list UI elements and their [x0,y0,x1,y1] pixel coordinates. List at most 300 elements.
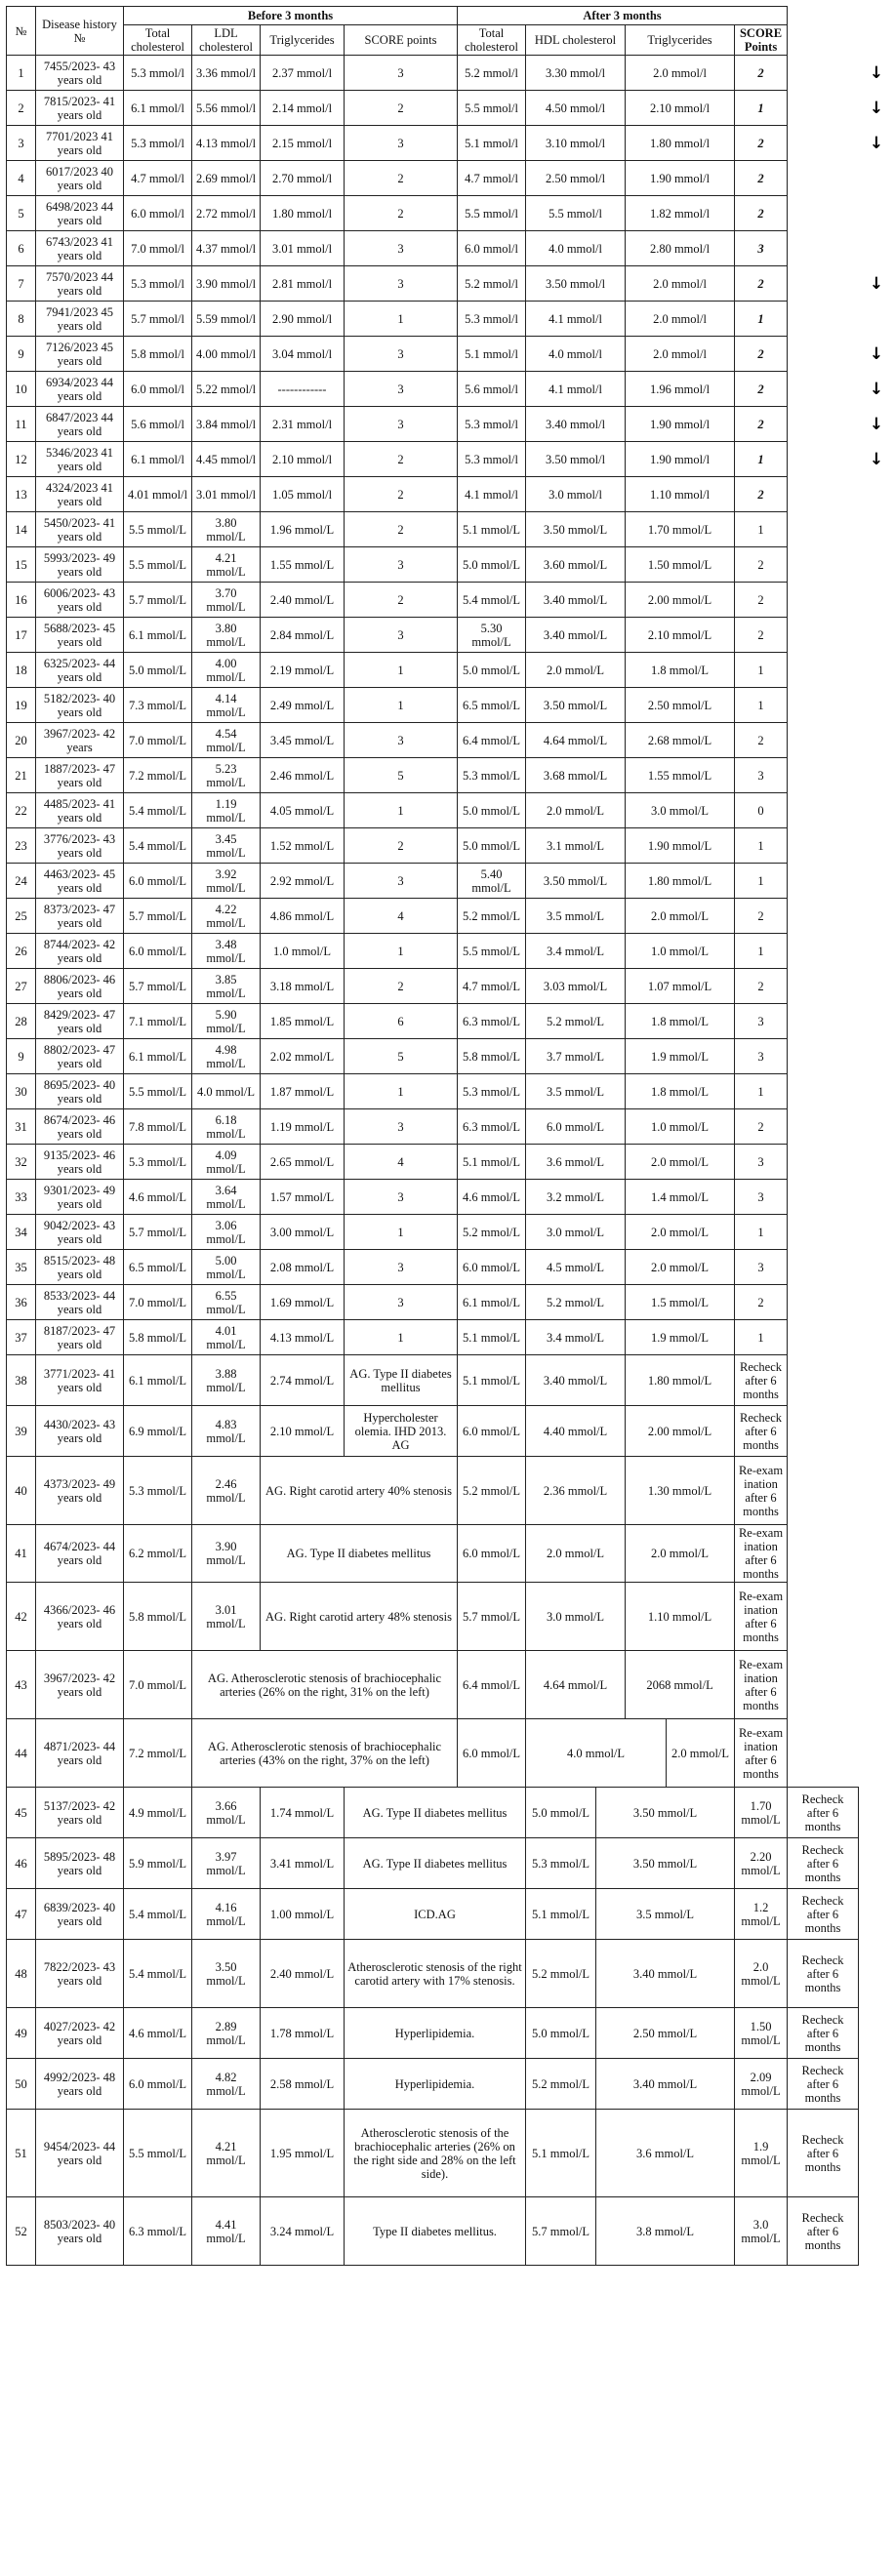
total-cholesterol-after: 5.7 mmol/L [458,1583,526,1651]
table-row [7,1838,859,1889]
total-cholesterol-after: 5.3 mmol/l [458,302,526,337]
diagnosis-note: Hyperlipidemia. [345,2059,526,2110]
hdl-after: 3.4 mmol/L [526,1320,626,1355]
score-before: 1 [345,688,458,723]
total-cholesterol-after: 5.1 mmol/l [458,126,526,161]
hdl-after: 3.60 mmol/L [526,547,626,583]
triglycerides-after: 1.9 mmol/L [735,2110,788,2197]
total-cholesterol-after: 5.3 mmol/L [458,758,526,793]
row-number: 3 [7,126,36,161]
triglycerides-after: 1.80 mmol/L [626,864,735,899]
table-row [7,196,859,231]
down-arrow-icon: ↓ [869,133,884,153]
total-cholesterol-after: 5.0 mmol/L [526,2008,596,2059]
triglycerides-before: 1.95 mmol/L [261,2110,345,2197]
score-before: 3 [345,126,458,161]
score-after: 1 [735,91,788,126]
table-row [7,91,859,126]
row-number: 11 [7,407,36,442]
disease-history: 8373/2023- 47 years old [36,899,124,934]
hdl-after: 3.8 mmol/L [596,2197,735,2266]
disease-history: 8533/2023- 44 years old [36,1285,124,1320]
score-before: 3 [345,864,458,899]
triglycerides-before: ------------ [261,372,345,407]
score-before: 2 [345,969,458,1004]
total-cholesterol-after: 5.3 mmol/l [458,442,526,477]
total-cholesterol-after: 5.8 mmol/L [458,1039,526,1074]
score-after: 1 [735,934,788,969]
triglycerides-before: 2.65 mmol/L [261,1145,345,1180]
score-before: 3 [345,1109,458,1145]
ldl-before: 5.22 mmol/l [192,372,261,407]
total-cholesterol-after: 5.3 mmol/L [526,1838,596,1889]
hdl-after: 3.68 mmol/L [526,758,626,793]
score-after: 3 [735,231,788,266]
ldl-before: 3.06 mmol/L [192,1215,261,1250]
diagnosis-note: Hypercholester olemia. IHD 2013. AG [345,1406,458,1457]
disease-history: 6498/2023 44 years old [36,196,124,231]
hdl-after: 4.64 mmol/L [526,1651,626,1719]
total-cholesterol-before: 5.4 mmol/L [124,828,192,864]
disease-history: 3967/2023- 42 years old [36,1651,124,1719]
table-row [7,1889,859,1940]
group-after: After 3 months [458,7,788,25]
hdl-after: 4.40 mmol/L [526,1406,626,1457]
ldl-before: 5.23 mmol/L [192,758,261,793]
total-cholesterol-before: 5.4 mmol/L [124,793,192,828]
total-cholesterol-before: 6.0 mmol/L [124,2059,192,2110]
row-number: 22 [7,793,36,828]
hdl-after: 3.40 mmol/L [596,1940,735,2008]
score-after: Recheck after 6 months [788,1838,859,1889]
row-number: 36 [7,1285,36,1320]
table-row [7,793,859,828]
score-before: 1 [345,1074,458,1109]
total-cholesterol-after: 4.7 mmol/L [458,969,526,1004]
ldl-before: 4.41 mmol/L [192,2197,261,2266]
total-cholesterol-before: 5.5 mmol/L [124,547,192,583]
row-number: 4 [7,161,36,196]
ldl-before: 4.45 mmol/l [192,442,261,477]
disease-history: 8744/2023- 42 years old [36,934,124,969]
row-number: 32 [7,1145,36,1180]
triglycerides-before: 2.92 mmol/L [261,864,345,899]
diagnosis-note: AG. Right carotid artery 40% stenosis [261,1457,458,1525]
triglycerides-after: 2.09 mmol/L [735,2059,788,2110]
ldl-before: 3.80 mmol/L [192,618,261,653]
total-cholesterol-before: 6.0 mmol/l [124,372,192,407]
disease-history: 5182/2023- 40 years old [36,688,124,723]
triglycerides-after: 1.2 mmol/L [735,1889,788,1940]
diagnosis-note: Type II diabetes mellitus. [345,2197,526,2266]
triglycerides-after: 1.9 mmol/L [626,1320,735,1355]
total-cholesterol-after: 4.1 mmol/l [458,477,526,512]
table-row [7,723,859,758]
score-after: 0 [735,793,788,828]
diagnosis-note: AG. Right carotid artery 48% stenosis [261,1583,458,1651]
triglycerides-after: 2.0 mmol/L [626,1215,735,1250]
disease-history: 9042/2023- 43 years old [36,1215,124,1250]
row-number: 21 [7,758,36,793]
row-number: 30 [7,1074,36,1109]
col-disease-history: Disease history № [36,7,124,56]
ldl-before: 4.00 mmol/l [192,337,261,372]
total-cholesterol-after: 5.1 mmol/L [526,1889,596,1940]
row-number: 50 [7,2059,36,2110]
total-cholesterol-before: 4.7 mmol/l [124,161,192,196]
triglycerides-before: 1.19 mmol/L [261,1109,345,1145]
table-row [7,56,859,91]
row-number: 25 [7,899,36,934]
triglycerides-before: 3.01 mmol/l [261,231,345,266]
hdl-after: 3.5 mmol/L [526,1074,626,1109]
ldl-before: 3.90 mmol/l [192,266,261,302]
ldl-before: 4.01 mmol/L [192,1320,261,1355]
disease-history: 5450/2023- 41 years old [36,512,124,547]
col-triglycerides-after: Triglycerides [626,25,735,56]
diagnosis-note: ICD.AG [345,1889,526,1940]
score-before: 3 [345,337,458,372]
score-before: 1 [345,302,458,337]
triglycerides-before: 1.87 mmol/L [261,1074,345,1109]
ldl-before: 4.83 mmol/L [192,1406,261,1457]
total-cholesterol-before: 6.0 mmol/L [124,934,192,969]
total-cholesterol-after: 6.4 mmol/L [458,723,526,758]
score-before: 2 [345,196,458,231]
hdl-after: 4.0 mmol/l [526,337,626,372]
score-after: 2 [735,266,788,302]
disease-history: 5895/2023- 48 years old [36,1838,124,1889]
triglycerides-after: 1.82 mmol/l [626,196,735,231]
triglycerides-after: 2.0 mmol/L [626,1250,735,1285]
triglycerides-before: 3.18 mmol/L [261,969,345,1004]
score-before: 3 [345,547,458,583]
ldl-before: 4.16 mmol/L [192,1889,261,1940]
score-after: 2 [735,1285,788,1320]
triglycerides-after: 1.10 mmol/L [626,1583,735,1651]
ldl-before: 3.64 mmol/L [192,1180,261,1215]
triglycerides-after: 1.9 mmol/L [626,1039,735,1074]
total-cholesterol-after: 5.0 mmol/L [458,547,526,583]
disease-history: 4027/2023- 42 years old [36,2008,124,2059]
row-number: 42 [7,1583,36,1651]
table-row [7,758,859,793]
hdl-after: 3.10 mmol/l [526,126,626,161]
row-number: 43 [7,1651,36,1719]
table-row [7,2008,859,2059]
table-row [7,899,859,934]
triglycerides-before: 1.78 mmol/L [261,2008,345,2059]
score-before: 4 [345,899,458,934]
diagnosis-note: Atherosclerotic stenosis of the right carotid artery with 17% stenosis. [345,1940,526,2008]
hdl-after: 3.7 mmol/L [526,1039,626,1074]
total-cholesterol-before: 5.4 mmol/L [124,1940,192,2008]
row-number: 5 [7,196,36,231]
score-before: 2 [345,477,458,512]
row-number: 47 [7,1889,36,1940]
score-before: 3 [345,1285,458,1320]
table-row [7,2197,859,2266]
table-row [7,618,859,653]
triglycerides-before: 2.84 mmol/L [261,618,345,653]
total-cholesterol-after: 5.2 mmol/l [458,266,526,302]
ldl-before: 2.89 mmol/L [192,2008,261,2059]
score-before: 1 [345,653,458,688]
score-after: 2 [735,969,788,1004]
total-cholesterol-after: 5.30 mmol/L [458,618,526,653]
row-number: 12 [7,442,36,477]
total-cholesterol-before: 5.8 mmol/L [124,1320,192,1355]
total-cholesterol-before: 5.3 mmol/l [124,126,192,161]
disease-history: 4430/2023- 43 years old [36,1406,124,1457]
total-cholesterol-after: 5.4 mmol/L [458,583,526,618]
table-row [7,1109,859,1145]
score-after: Recheck after 6 months [788,1788,859,1838]
triglycerides-after: 2.0 mmol/l [626,266,735,302]
triglycerides-before: 2.58 mmol/L [261,2059,345,2110]
total-cholesterol-before: 7.0 mmol/L [124,1285,192,1320]
triglycerides-before: 1.80 mmol/l [261,196,345,231]
triglycerides-before: 1.96 mmol/L [261,512,345,547]
disease-history: 4366/2023- 46 years old [36,1583,124,1651]
score-before: 3 [345,618,458,653]
total-cholesterol-before: 6.2 mmol/L [124,1525,192,1583]
hdl-after: 2.50 mmol/l [526,161,626,196]
triglycerides-after: 1.50 mmol/L [626,547,735,583]
table-row [7,934,859,969]
triglycerides-before: 1.85 mmol/L [261,1004,345,1039]
score-before: 2 [345,161,458,196]
table-row [7,126,859,161]
ldl-before: 4.21 mmol/L [192,547,261,583]
score-before: 2 [345,442,458,477]
triglycerides-before: 1.74 mmol/L [261,1788,345,1838]
score-before: 1 [345,934,458,969]
table-row [7,266,859,302]
diagnosis-note: AG. Atherosclerotic stenosis of brachiocephalic arteries (26% on the right, 31% on the left) [192,1651,458,1719]
disease-history: 4463/2023- 45 years old [36,864,124,899]
hdl-after: 3.4 mmol/L [526,934,626,969]
row-number: 33 [7,1180,36,1215]
hdl-after: 4.5 mmol/L [526,1250,626,1285]
total-cholesterol-before: 5.7 mmol/L [124,899,192,934]
triglycerides-before: 1.05 mmol/l [261,477,345,512]
col-total-cholesterol-after: Total cholesterol [458,25,526,56]
disease-history: 8187/2023- 47 years old [36,1320,124,1355]
triglycerides-before: 2.81 mmol/l [261,266,345,302]
disease-history: 1887/2023- 47 years old [36,758,124,793]
disease-history: 3771/2023- 41 years old [36,1355,124,1406]
score-after: 2 [735,407,788,442]
triglycerides-after: 1.4 mmol/L [626,1180,735,1215]
total-cholesterol-before: 7.8 mmol/L [124,1109,192,1145]
ldl-before: 3.90 mmol/L [192,1525,261,1583]
total-cholesterol-after: 5.2 mmol/L [526,1940,596,2008]
row-number: 44 [7,1719,36,1788]
triglycerides-after: 2.20 mmol/L [735,1838,788,1889]
disease-history: 7822/2023- 43 years old [36,1940,124,2008]
table-row [7,1355,859,1406]
table-row [7,969,859,1004]
score-after: 3 [735,1250,788,1285]
triglycerides-before: 2.70 mmol/l [261,161,345,196]
col-score-after: SCORE Points [735,25,788,56]
triglycerides-before: 2.90 mmol/l [261,302,345,337]
hdl-after: 3.40 mmol/L [596,2059,735,2110]
row-number: 34 [7,1215,36,1250]
hdl-after: 2.36 mmol/L [526,1457,626,1525]
hdl-after: 4.50 mmol/l [526,91,626,126]
table-row [7,2059,859,2110]
triglycerides-before: 4.13 mmol/L [261,1320,345,1355]
triglycerides-after: 2.0 mmol/l [626,337,735,372]
hdl-after: 3.0 mmol/L [526,1215,626,1250]
total-cholesterol-before: 6.5 mmol/L [124,1250,192,1285]
hdl-after: 5.5 mmol/l [526,196,626,231]
disease-history: 7941/2023 45 years old [36,302,124,337]
score-after: 2 [735,337,788,372]
hdl-after: 3.50 mmol/l [526,266,626,302]
triglycerides-after: 1.10 mmol/l [626,477,735,512]
triglycerides-after: 1.0 mmol/L [626,934,735,969]
total-cholesterol-after: 5.1 mmol/L [458,512,526,547]
diagnosis-note: AG. Atherosclerotic stenosis of brachiocephalic arteries (43% on the right, 37% on the left) [192,1719,458,1788]
table-row [7,1250,859,1285]
triglycerides-after: 2.0 mmol/L [667,1719,735,1788]
score-before: 3 [345,1250,458,1285]
ldl-before: 4.09 mmol/L [192,1145,261,1180]
hdl-after: 2.0 mmol/L [526,653,626,688]
diagnosis-note: AG. Type II diabetes mellitus [345,1838,526,1889]
table-row [7,372,859,407]
row-number: 7 [7,266,36,302]
table-row [7,1215,859,1250]
table-row [7,512,859,547]
row-number: 37 [7,1320,36,1355]
total-cholesterol-after: 5.2 mmol/l [458,56,526,91]
row-number: 41 [7,1525,36,1583]
triglycerides-after: 1.80 mmol/L [626,1355,735,1406]
triglycerides-before: 4.05 mmol/L [261,793,345,828]
row-number: 27 [7,969,36,1004]
hdl-after: 3.30 mmol/l [526,56,626,91]
hdl-after: 3.50 mmol/L [596,1788,735,1838]
total-cholesterol-before: 4.01 mmol/l [124,477,192,512]
row-number: 1 [7,56,36,91]
triglycerides-after: 2068 mmol/L [626,1651,735,1719]
disease-history: 7126/2023 45 years old [36,337,124,372]
table-row [7,653,859,688]
total-cholesterol-after: 5.5 mmol/l [458,196,526,231]
total-cholesterol-before: 7.2 mmol/L [124,1719,192,1788]
table-row [7,161,859,196]
total-cholesterol-after: 5.2 mmol/L [458,899,526,934]
disease-history: 8695/2023- 40 years old [36,1074,124,1109]
ldl-before: 4.14 mmol/L [192,688,261,723]
total-cholesterol-before: 5.8 mmol/l [124,337,192,372]
triglycerides-before: 2.10 mmol/L [261,1406,345,1457]
score-after: 2 [735,126,788,161]
disease-history: 4485/2023- 41 years old [36,793,124,828]
down-arrow-icon: ↓ [869,98,884,118]
total-cholesterol-after: 5.1 mmol/L [458,1320,526,1355]
table-row [7,1285,859,1320]
total-cholesterol-before: 6.1 mmol/L [124,618,192,653]
total-cholesterol-before: 5.7 mmol/L [124,1215,192,1250]
row-number: 19 [7,688,36,723]
total-cholesterol-after: 5.3 mmol/l [458,407,526,442]
triglycerides-before: 2.40 mmol/L [261,1940,345,2008]
hdl-after: 4.1 mmol/l [526,372,626,407]
triglycerides-before: 3.24 mmol/L [261,2197,345,2266]
hdl-after: 3.0 mmol/L [526,1583,626,1651]
down-arrow-icon: ↓ [869,62,884,83]
score-after: Re-exam ination after 6 months [735,1457,788,1525]
score-before: 3 [345,231,458,266]
score-after: 1 [735,864,788,899]
score-after: 2 [735,477,788,512]
table-row [7,1719,859,1788]
score-before: 5 [345,758,458,793]
triglycerides-after: 1.55 mmol/L [626,758,735,793]
score-after: 1 [735,442,788,477]
down-arrow-icon: ↓ [869,449,884,469]
hdl-after: 3.5 mmol/L [596,1889,735,1940]
triglycerides-after: 1.50 mmol/L [735,2008,788,2059]
total-cholesterol-after: 5.2 mmol/L [458,1215,526,1250]
score-before: 2 [345,512,458,547]
total-cholesterol-before: 7.0 mmol/L [124,1651,192,1719]
disease-history: 9135/2023- 46 years old [36,1145,124,1180]
score-before: 2 [345,91,458,126]
triglycerides-before: 2.46 mmol/L [261,758,345,793]
disease-history: 7455/2023- 43 years old [36,56,124,91]
disease-history: 8674/2023- 46 years old [36,1109,124,1145]
triglycerides-after: 2.80 mmol/l [626,231,735,266]
ldl-before: 3.01 mmol/l [192,477,261,512]
diagnosis-note: AG. Type II diabetes mellitus [261,1525,458,1583]
score-before: 3 [345,1180,458,1215]
score-after: 1 [735,653,788,688]
total-cholesterol-after: 5.1 mmol/L [458,1145,526,1180]
ldl-before: 5.56 mmol/l [192,91,261,126]
hdl-after: 3.50 mmol/L [526,512,626,547]
triglycerides-before: 1.69 mmol/L [261,1285,345,1320]
disease-history: 8806/2023- 46 years old [36,969,124,1004]
total-cholesterol-after: 6.0 mmol/L [458,1406,526,1457]
hdl-after: 3.03 mmol/L [526,969,626,1004]
triglycerides-after: 1.96 mmol/l [626,372,735,407]
table-row [7,1145,859,1180]
hdl-after: 4.64 mmol/L [526,723,626,758]
total-cholesterol-before: 6.9 mmol/L [124,1406,192,1457]
total-cholesterol-before: 5.5 mmol/L [124,1074,192,1109]
total-cholesterol-after: 6.0 mmol/L [458,1250,526,1285]
total-cholesterol-before: 6.3 mmol/L [124,2197,192,2266]
triglycerides-before: 2.19 mmol/L [261,653,345,688]
score-after: Recheck after 6 months [788,2110,859,2197]
row-number: 24 [7,864,36,899]
hdl-after: 3.5 mmol/L [526,899,626,934]
disease-history: 4871/2023- 44 years old [36,1719,124,1788]
table-row [7,828,859,864]
total-cholesterol-after: 5.5 mmol/L [458,934,526,969]
trend-arrows-column [863,0,890,2576]
triglycerides-after: 1.8 mmol/L [626,1074,735,1109]
triglycerides-after: 1.0 mmol/L [626,1109,735,1145]
triglycerides-after: 1.8 mmol/L [626,1004,735,1039]
score-after: 1 [735,1074,788,1109]
